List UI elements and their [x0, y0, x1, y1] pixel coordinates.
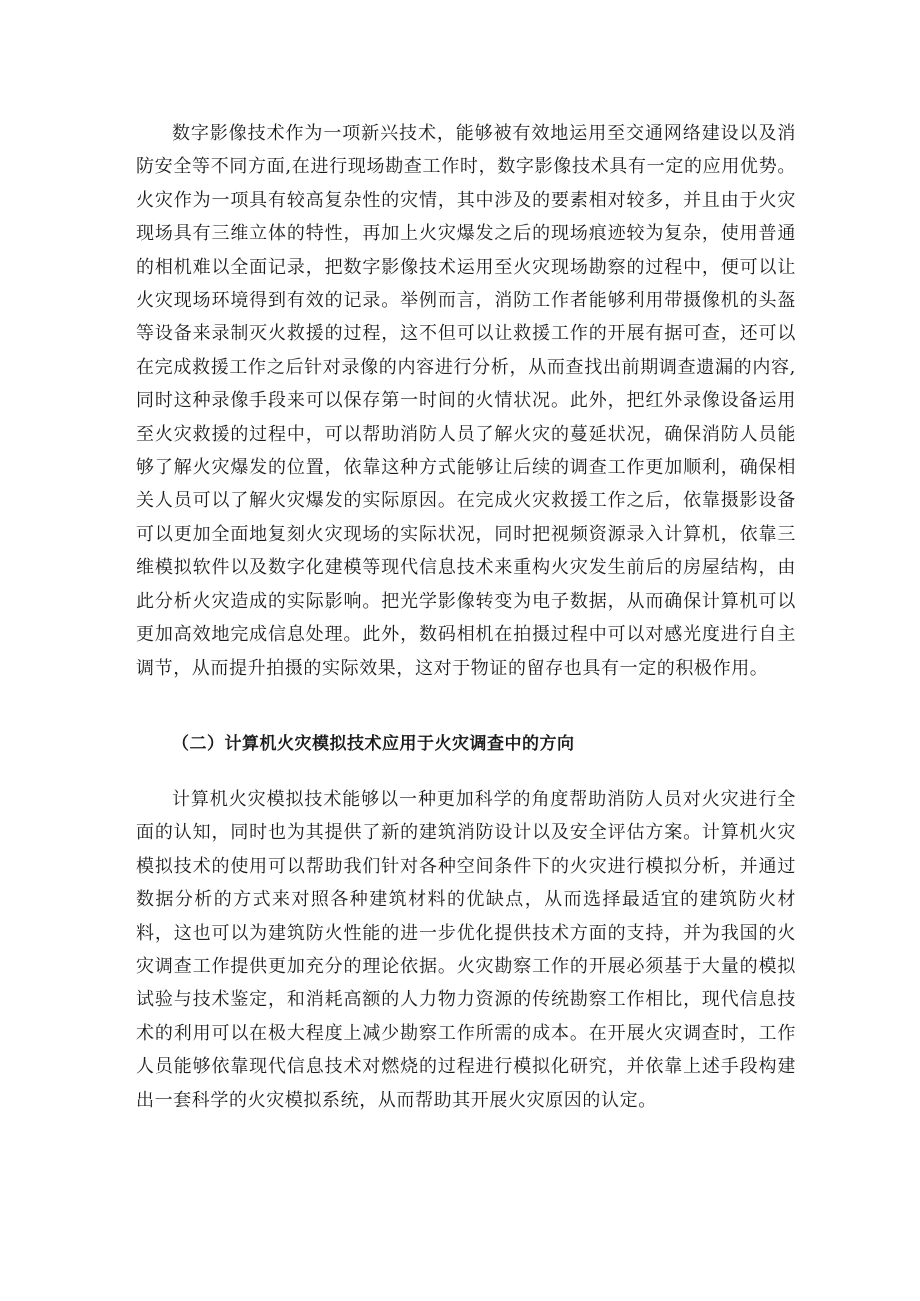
section-heading: （二）计算机火灾模拟技术应用于火灾调查中的方向 — [172, 734, 575, 754]
body-paragraph-digital-imaging: 数字影像技术作为一项新兴技术，能够被有效地运用至交通网络建设以及消防安全等不同方面,在进行现场勘查工作时，数字影像技术具有一定的应用优势。火灾作为一项具有较高复杂性的灾情，其中涉及的要素相对较多，并且由于火灾现场具有三维立体的特性，再加上火灾爆发之后的现场痕迹较为复杂，使用普通的相机难以全面记录，把数字影像技术运用至火灾现场勘察的过程中，便可以让火灾现场环境得到有效的记录。举例而言，消防工作者能够利用带摄像机的头盔等设备来录制灭火救援的过程，这不但可以让救援工作的开展有据可查，还可以在完成救援工作之后针对录像的内容进行分析，从而查找出前期调查遗漏的内容,同时这种录像手段来可以保存第一时间的火情状况。此外，把红外录像设备运用至火灾救援的过程中，可以帮助消防人员了解火灾的蔓延状况，确保消防人员能够了解火灾爆发的位置，依靠这种方式能够让后续的调查工作更加顺利，确保相关人员可以了解火灾爆发的实际原因。在完成火灾救援工作之后，依靠摄影设备可以更加全面地复刻火灾现场的实际状况，同时把视频资源录入计算机，依靠三维模拟软件以及数字化建模等现代信息技术来重构火灾发生前后的房屋结构，由此分析火灾造成的实际影响。把光学影像转变为电子数据，从而确保计算机可以更加高效地完成信息处理。此外，数码相机在拍摄过程中可以对感光度进行自主调节，从而提升拍摄的实际效果，这对于物证的留存也具有一定的积极作用。 — [136, 123, 796, 679]
body-paragraph-fire-simulation: 计算机火灾模拟技术能够以一种更加科学的角度帮助消防人员对火灾进行全面的认知，同时也为其提供了新的建筑消防设计以及安全评估方案。计算机火灾模拟技术的使用可以帮助我们针对各种空间条件下的火灾进行模拟分析，并通过数据分析的方式来对照各种建筑材料的优缺点，从而选择最适宜的建筑防火材料，这也可以为建筑防火性能的进一步优化提供技术方面的支持，并为我国的火灾调查工作提供更加充分的理论依据。火灾勘察工作的开展必须基于大量的模拟试验与技术鉴定，和消耗高额的人力物力资源的传统勘察工作相比，现代信息技术的利用可以在极大程度上减少勘察工作所需的成本。在开展火灾调查时，工作人员能够依靠现代信息技术对燃烧的过程进行模拟化研究，并依靠上述手段构建出一套科学的火灾模拟系统，从而帮助其开展火灾原因的认定。 — [136, 789, 796, 1111]
